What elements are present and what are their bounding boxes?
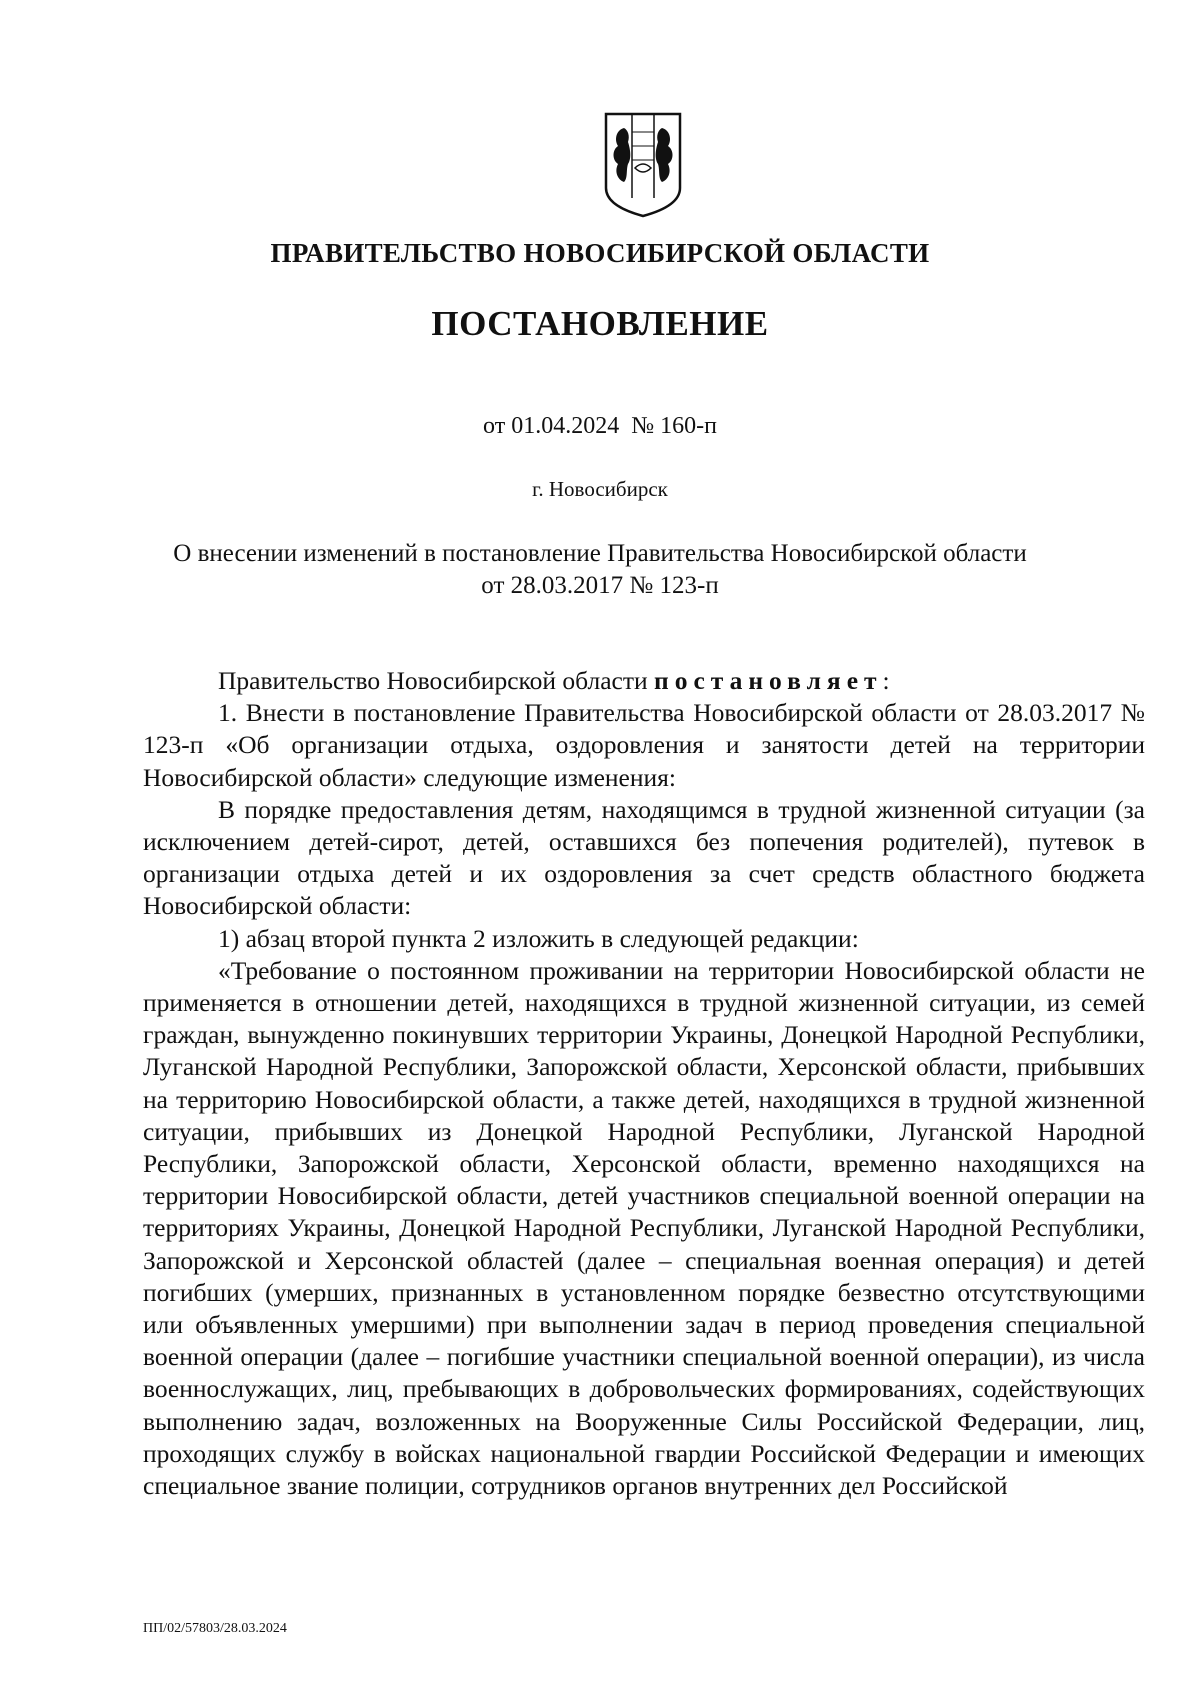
document-type: ПОСТАНОВЛЕНИЕ (431, 304, 769, 343)
title-line-2: от 28.03.2017 № 123-п (481, 572, 719, 599)
city-name: г. Новосибирск (532, 477, 668, 501)
coat-of-arms-icon (602, 110, 684, 220)
paragraph-3: 1) абзац второй пункта 2 изложить в следующей редакции: (218, 923, 859, 953)
document-title (0, 538, 1200, 602)
title-line-1: О внесении изменений в постановление Правительства Новосибирской области (173, 540, 1027, 567)
intro-prefix: Правительство Новосибирской области (218, 666, 654, 695)
document-body (143, 665, 1145, 1502)
paragraph-1: 1. Внести в постановление Правительства Новосибирской области от 28.03.2017 № 123-п «Об организации отдыха, оздоровления и занятости детей на территории Новосибирской области» следующие изменения: (143, 698, 1145, 792)
intro-paragraph (143, 665, 1145, 697)
footer-code: ПП/02/57803/28.03.2024 (143, 1621, 287, 1636)
date-number-line: от 01.04.2024 № 160-п (483, 413, 717, 439)
government-name: ПРАВИТЕЛЬСТВО НОВОСИБИРСКОЙ ОБЛАСТИ (270, 238, 930, 268)
paragraph-4: «Требование о постоянном проживании на территории Новосибирской области не применяется в отношении детей, находящихся в трудной жизненной ситуации, из семей граждан, вынужденно покинувших территории Украины, Донецкой Народной Республики, Луганской Народной Республики, Запорожской области, Херсонской области, прибывших на территорию Новосибирской области, а также детей, находящихся в трудной жизненной ситуации, прибывших из Донецкой Народной Республики, Луганской Народной Республики, Запорожской области, Херсонской области, временно находящихся на территории Новосибирской области, детей участников специальной военной операции на территориях Украины, Донецкой Народной Республики, Луганской Народной Республики, Запорожской и Херсонской областей (далее – специальная военная операция) и детей погибших (умерших, признанных в установленном порядке безвестно отсутствующими или объявленных умершими) при выполнении задач в период проведения специальной военной операции (далее – погибшие участники специальной военной операции), из числа военнослужащих, лиц, пребывающих в добровольческих формированиях, содействующих выполнению задач, возложенных на Вооруженные Силы Российской Федерации, лиц, проходящих службу в войсках национальной гвардии Российской Федерации и имеющих специальное звание полиции, сотрудников органов внутренних дел Российской (143, 955, 1145, 1501)
intro-verb: постановляет (654, 666, 883, 695)
intro-suffix: : (882, 666, 890, 695)
paragraph-2: В порядке предоставления детям, находящимся в трудной жизненной ситуации (за исключением детей-сирот, детей, оставшихся без попечения родителей), путевок в организации отдыха детей и их оздоровления за счет средств областного бюджета Новосибирской области: (143, 794, 1145, 921)
